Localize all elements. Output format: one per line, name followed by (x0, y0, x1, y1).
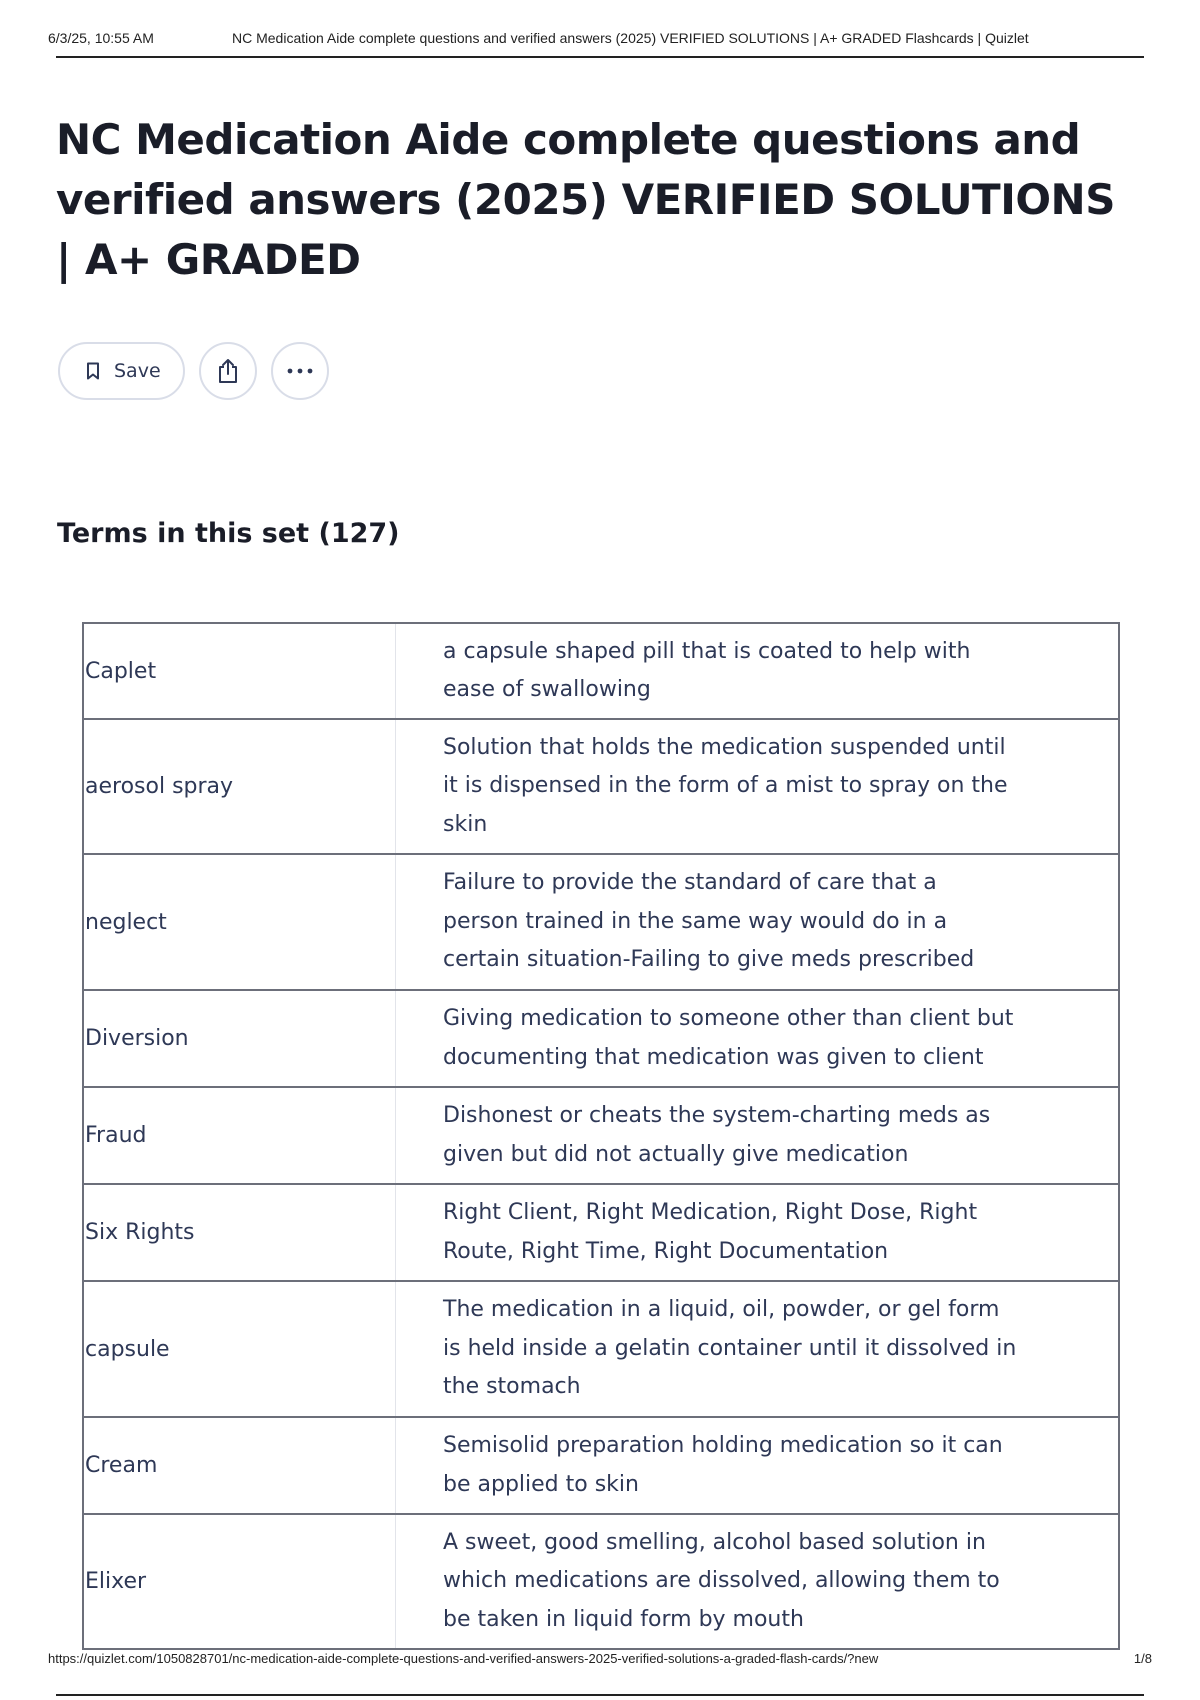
save-button[interactable] (58, 342, 185, 400)
definition-text: a capsule shaped pill that is coated to help with ease of swallowing (443, 638, 971, 702)
more-icon (287, 368, 313, 374)
save-label: Save (114, 360, 161, 382)
print-datetime: 6/3/25, 10:55 AM (48, 30, 154, 46)
bookmark-icon (86, 362, 100, 380)
definition-cell (396, 854, 1120, 990)
terms-heading: Terms in this set (127) (57, 518, 400, 549)
footer-divider (56, 1694, 1144, 1696)
table-row (83, 1087, 1119, 1184)
term-cell: Diversion (83, 990, 396, 1087)
term-cell: Caplet (83, 623, 396, 719)
definition-text: Dishonest or cheats the system-charting meds as given but did not actually give medication (443, 1103, 991, 1167)
definition-text: Semisolid preparation holding medication so it can be applied to skin (443, 1433, 1003, 1497)
share-button[interactable] (199, 342, 257, 400)
definition-text: Failure to provide the standard of care that a person trained in the same way would do in a certain situation-Failing to give meds prescribed (443, 870, 975, 973)
term-cell: Cream (83, 1417, 396, 1514)
set-title: NC Medication Aide complete questions and verified answers (2025) VERIFIED SOLUTIONS | A+ GRADED (56, 115, 1115, 284)
definition-cell (396, 719, 1120, 854)
definition-text: Giving medication to someone other than client but documenting that medication was given to client (443, 1006, 1014, 1070)
terms-table (82, 622, 1120, 1650)
table-row (83, 1514, 1119, 1649)
table-row (83, 623, 1119, 719)
header-divider (56, 56, 1144, 58)
definition-cell (396, 1281, 1120, 1417)
table-row (83, 719, 1119, 854)
table-row (83, 854, 1119, 990)
table-row (83, 990, 1119, 1087)
definition-text: The medication in a liquid, oil, powder, or gel form is held inside a gelatin container until it dissolved in the stomach (443, 1297, 1017, 1400)
definition-text: Solution that holds the medication suspended until it is dispensed in the form of a mist to spray on the skin (443, 734, 1008, 837)
definition-text: Right Client, Right Medication, Right Dose, Right Route, Right Time, Right Documentation (443, 1200, 978, 1264)
table-row (83, 1417, 1119, 1514)
definition-cell (396, 1417, 1120, 1514)
print-page-title: NC Medication Aide complete questions and verified answers (2025) VERIFIED SOLUTIONS | A+ GRADED Flashcards | Quizlet (232, 30, 1029, 46)
definition-cell (396, 623, 1120, 719)
page-number: 1/8 (1133, 1651, 1152, 1666)
print-url: https://quizlet.com/1050828701/nc-medication-aide-complete-questions-and-verified-answers-2025-verified-solutions-a-graded-flash-cards/?new (48, 1651, 879, 1666)
share-icon (216, 358, 240, 384)
definition-cell (396, 990, 1120, 1087)
term-cell: Elixer (83, 1514, 396, 1649)
definition-cell (396, 1184, 1120, 1281)
term-cell: Fraud (83, 1087, 396, 1184)
term-cell: neglect (83, 854, 396, 990)
table-row (83, 1281, 1119, 1417)
definition-cell (396, 1514, 1120, 1649)
term-cell: Six Rights (83, 1184, 396, 1281)
action-bar (58, 342, 329, 400)
definition-cell (396, 1087, 1120, 1184)
definition-text: A sweet, good smelling, alcohol based solution in which medications are dissolved, allowing them to be taken in liquid form by mouth (443, 1529, 1000, 1632)
term-cell: aerosol spray (83, 719, 396, 854)
table-row (83, 1184, 1119, 1281)
term-cell: capsule (83, 1281, 396, 1417)
more-button[interactable] (271, 342, 329, 400)
